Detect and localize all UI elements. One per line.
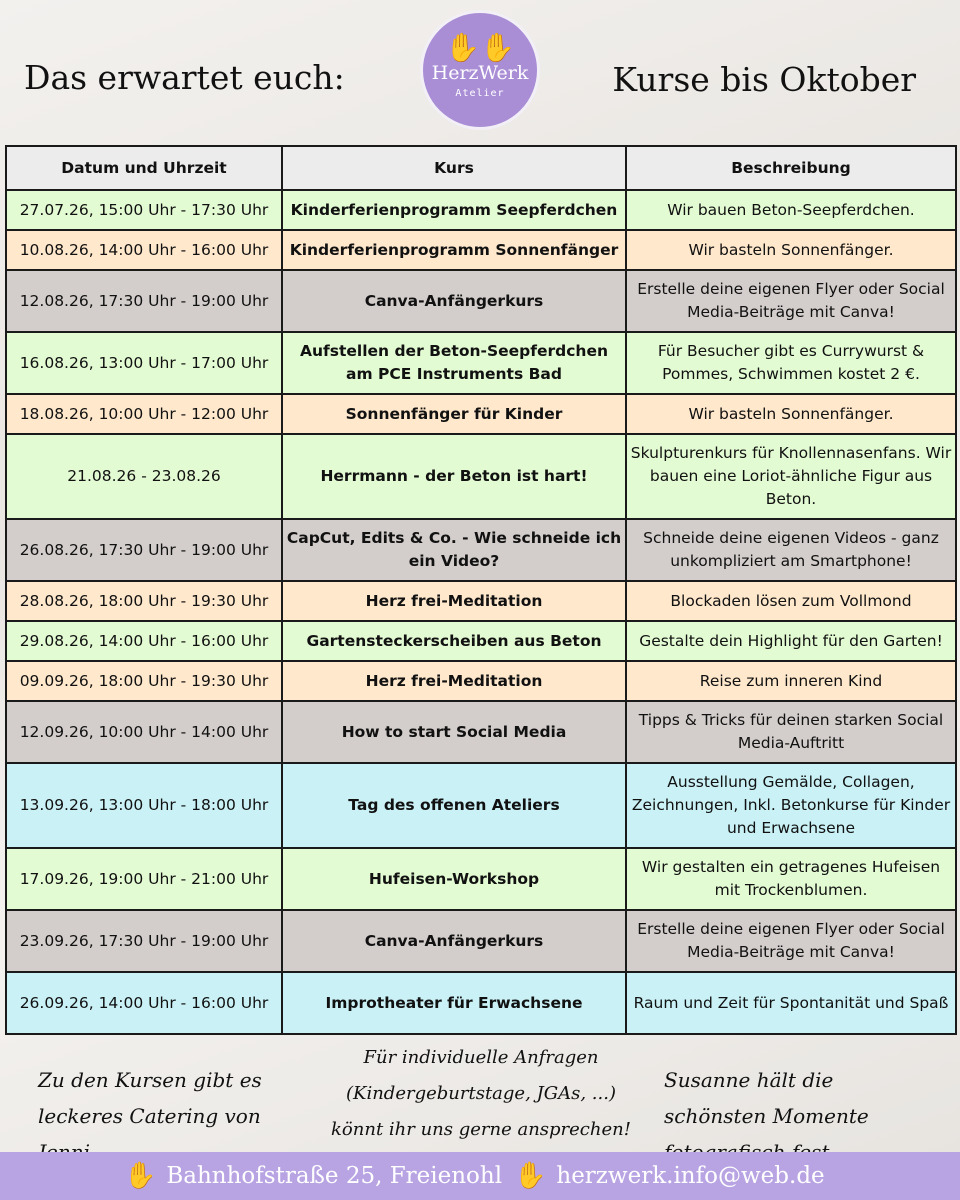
course-description-cell: Wir bauen Beton-Seepferdchen.	[626, 190, 956, 230]
page-title-left: Das erwartet euch:	[24, 58, 345, 97]
course-date-cell: 28.08.26, 18:00 Uhr - 19:30 Uhr	[6, 581, 282, 621]
hands-icon: ✋	[514, 1161, 547, 1191]
course-description-cell: Wir gestalten ein getragenes Hufeisen mit Trockenblumen.	[626, 848, 956, 910]
course-date-cell: 13.09.26, 13:00 Uhr - 18:00 Uhr	[6, 763, 282, 848]
course-name-cell: Hufeisen-Workshop	[282, 848, 626, 910]
course-date-cell: 12.08.26, 17:30 Uhr - 19:00 Uhr	[6, 270, 282, 332]
footer-address	[124, 1161, 502, 1191]
table-row	[6, 972, 956, 1034]
course-description-cell: Skulpturenkurs für Knollennasenfans. Wir bauen eine Loriot-ähnliche Figur aus Beton.	[626, 434, 956, 519]
course-date-cell: 17.09.26, 19:00 Uhr - 21:00 Uhr	[6, 848, 282, 910]
course-date-cell: 12.09.26, 10:00 Uhr - 14:00 Uhr	[6, 701, 282, 763]
table-row	[6, 661, 956, 701]
course-name-cell: CapCut, Edits & Co. - Wie schneide ich ein Video?	[282, 519, 626, 581]
course-description-cell: Gestalte dein Highlight für den Garten!	[626, 621, 956, 661]
course-description-cell: Ausstellung Gemälde, Collagen, Zeichnungen, Inkl. Betonkurse für Kinder und Erwachsene	[626, 763, 956, 848]
table-row	[6, 763, 956, 848]
table-row	[6, 701, 956, 763]
course-description-cell: Reise zum inneren Kind	[626, 661, 956, 701]
column-header-course: Kurs	[282, 146, 626, 190]
logo-name: HerzWerk	[431, 61, 529, 84]
course-description-cell: Wir basteln Sonnenfänger.	[626, 230, 956, 270]
table-row	[6, 581, 956, 621]
course-name-cell: Herz frei-Meditation	[282, 581, 626, 621]
column-header-description: Beschreibung	[626, 146, 956, 190]
table-header-row	[6, 146, 956, 190]
course-description-cell: Wir basteln Sonnenfänger.	[626, 394, 956, 434]
course-description-cell: Tipps & Tricks für deinen starken Social Media-Auftritt	[626, 701, 956, 763]
course-date-cell: 26.09.26, 14:00 Uhr - 16:00 Uhr	[6, 972, 282, 1034]
course-name-cell: Kinderferienprogramm Sonnenfänger	[282, 230, 626, 270]
course-date-cell: 21.08.26 - 23.08.26	[6, 434, 282, 519]
course-date-cell: 09.09.26, 18:00 Uhr - 19:30 Uhr	[6, 661, 282, 701]
catering-note: Zu den Kursen gibt es leckeres Catering von	[38, 1068, 262, 1128]
column-header-date: Datum und Uhrzeit	[6, 146, 282, 190]
table-row	[6, 519, 956, 581]
table-row	[6, 910, 956, 972]
course-name-cell: Canva-Anfängerkurs	[282, 910, 626, 972]
course-table	[5, 145, 957, 1035]
requests-note: Für individuelle Anfragen (Kindergeburtstage, JGAs, ...) könnt ihr uns gerne ansprechen!	[331, 1047, 631, 1140]
course-date-cell: 18.08.26, 10:00 Uhr - 12:00 Uhr	[6, 394, 282, 434]
table-row	[6, 621, 956, 661]
course-description-cell: Blockaden lösen zum Vollmond	[626, 581, 956, 621]
course-name-cell: Tag des offenen Ateliers	[282, 763, 626, 848]
course-name-cell: Herz frei-Meditation	[282, 661, 626, 701]
table-row	[6, 332, 956, 394]
course-name-cell: Kinderferienprogramm Seepferdchen	[282, 190, 626, 230]
course-description-cell: Schneide deine eigenen Videos - ganz unkompliziert am Smartphone!	[626, 519, 956, 581]
table-row	[6, 230, 956, 270]
table-row	[6, 270, 956, 332]
course-date-cell: 10.08.26, 14:00 Uhr - 16:00 Uhr	[6, 230, 282, 270]
hands-icon: ✋	[124, 1161, 157, 1191]
course-date-cell: 27.07.26, 15:00 Uhr - 17:30 Uhr	[6, 190, 282, 230]
course-name-cell: Improtheater für Erwachsene	[282, 972, 626, 1034]
course-name-cell: Aufstellen der Beton-Seepferdchen am PCE Instruments Bad	[282, 332, 626, 394]
hands-icon: ✋✋	[445, 30, 515, 64]
table-row	[6, 434, 956, 519]
email-text[interactable]: herzwerk.info@web.de	[556, 1163, 825, 1189]
course-date-cell: 29.08.26, 14:00 Uhr - 16:00 Uhr	[6, 621, 282, 661]
course-name-cell: Herrmann - der Beton ist hart!	[282, 434, 626, 519]
table-row	[6, 848, 956, 910]
herzwerk-logo	[420, 10, 540, 130]
course-name-cell: Gartensteckerscheiben aus Beton	[282, 621, 626, 661]
course-date-cell: 26.08.26, 17:30 Uhr - 19:00 Uhr	[6, 519, 282, 581]
photo-note: Susanne hält die schönsten Momente	[664, 1068, 869, 1128]
logo-sub: Atelier	[455, 87, 505, 99]
page-title-right: Kurse bis Oktober	[612, 60, 916, 99]
footer-email[interactable]	[514, 1161, 825, 1191]
course-name-cell: Sonnenfänger für Kinder	[282, 394, 626, 434]
course-date-cell: 16.08.26, 13:00 Uhr - 17:00 Uhr	[6, 332, 282, 394]
course-date-cell: 23.09.26, 17:30 Uhr - 19:00 Uhr	[6, 910, 282, 972]
course-description-cell: Für Besucher gibt es Currywurst & Pommes, Schwimmen kostet 2 €.	[626, 332, 956, 394]
course-name-cell: Canva-Anfängerkurs	[282, 270, 626, 332]
table-row	[6, 394, 956, 434]
course-description-cell: Erstelle deine eigenen Flyer oder Social Media-Beiträge mit Canva!	[626, 270, 956, 332]
address-text: Bahnhofstraße 25, Freienohl	[166, 1163, 503, 1189]
course-name-cell: How to start Social Media	[282, 701, 626, 763]
footer-bar	[0, 1152, 960, 1200]
course-description-cell: Erstelle deine eigenen Flyer oder Social Media-Beiträge mit Canva!	[626, 910, 956, 972]
course-description-cell: Raum und Zeit für Spontanität und Spaß	[626, 972, 956, 1034]
table-row	[6, 190, 956, 230]
